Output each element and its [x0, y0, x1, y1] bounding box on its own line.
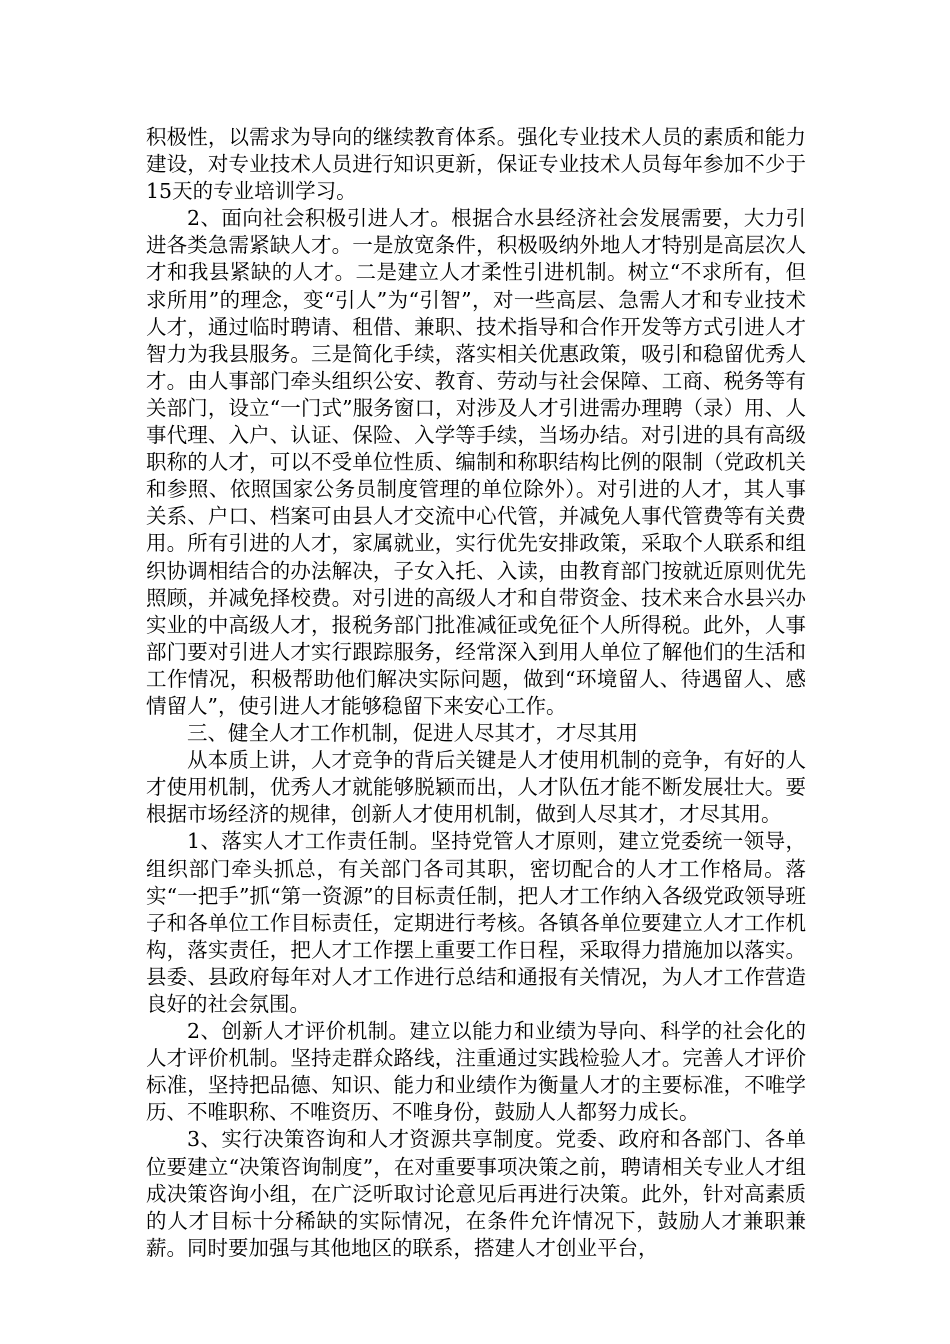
paragraph-talent-introduction: 2、面向社会积极引进人才。根据合水县经济社会发展需要，大力引进各类急需紧缺人才。一是放宽条件，积极吸纳外地人才特别是高层次人才和我县紧缺的人才。二是建立人才柔性引进机制。树立“不求所有，但求所用”的理念，变“引人”为“引智”，对一些高层、急需人才和专业技术人才，通过临时聘请、租借、兼职、技术指导和合作开发等方式引进人才智力为我县服务。三是简化手续，落实相关优惠政策，吸引和稳留优秀人才。由人事部门牵头组织公安、教育、劳动与社会保障、工商、税务等有关部门，设立“一门式”服务窗口，对涉及人才引进需办理聘（录）用、人事代理、入户、认证、保险、入学等手续，当场办结。对引进的具有高级职称的人才，可以不受单位性质、编制和称职结构比例的限制（党政机关和参照、依照国家公务员制度管理的单位除外）。对引进的人才，其人事关系、户口、档案可由县人才交流中心代管，并减免人事代管费等有关费用。所有引进的人才，家属就业，实行优先安排政策，采取个人联系和组织协调相结合的办法解决，子女入托、入读，由教育部门按就近原则优先照顾，并减免择校费。对引进的高级人才和自带资金、技术来合水县兴办实业的中高级人才，报税务部门批准减征或免征个人所得税。此外，人事部门要对引进人才实行跟踪服务，经常深入到用人单位了解他们的生活和工作情况，积极帮助他们解决实际问题，做到“环境留人、待遇留人、感情留人”，使引进人才能够稳留下来安心工作。: [146, 206, 806, 718]
paragraph-mechanism-intro: 从本质上讲，人才竞争的背后关键是人才使用机制的竞争，有好的人才使用机制，优秀人才就能够脱颖而出，人才队伍才能不断发展壮大。要根据市场经济的规律，创新人才使用机制，做到人尽其才，才尽其用。: [146, 748, 806, 827]
document-page: [146, 124, 806, 1262]
section-heading-mechanism: 三、健全人才工作机制，促进人尽其才，才尽其用: [187, 721, 638, 746]
paragraph-evaluation-mechanism: 2、创新人才评价机制。建立以能力和业绩为导向、科学的社会化的人才评价机制。坚持走群众路线，注重通过实践检验人才。完善人才评价标准，坚持把品德、知识、能力和业绩作为衡量人才的主要标准，不唯学历、不唯职称、不唯资历、不唯身份，鼓励人人都努力成长。: [146, 1019, 806, 1125]
paragraph-continuation: 积极性，以需求为导向的继续教育体系。强化专业技术人员的素质和能力建设，对专业技术人员进行知识更新，保证专业技术人员每年参加不少于15天的专业培训学习。: [146, 125, 806, 204]
paragraph-decision-consulting: 3、实行决策咨询和人才资源共享制度。党委、政府和各部门、各单位要建立“决策咨询制度”，在对重要事项决策之前，聘请相关专业人才组成决策咨询小组，在广泛听取讨论意见后再进行决策。此外，针对高素质的人才目标十分稀缺的实际情况，在条件允许情况下，鼓励人才兼职兼薪。同时要加强与其他地区的联系，搭建人才创业平台，: [146, 1127, 806, 1260]
paragraph-responsibility-system: 1、落实人才工作责任制。坚持党管人才原则，建立党委统一领导，组织部门牵头抓总，有关部门各司其职，密切配合的人才工作格局。落实“一把手”抓“第一资源”的目标责任制，把人才工作纳入各级党政领导班子和各单位工作目标责任，定期进行考核。各镇各单位要建立人才工作机构，落实责任，把人才工作摆上重要工作日程，采取得力措施加以落实。县委、县政府每年对人才工作进行总结和通报有关情况，为人才工作营造良好的社会氛围。: [146, 829, 806, 1016]
